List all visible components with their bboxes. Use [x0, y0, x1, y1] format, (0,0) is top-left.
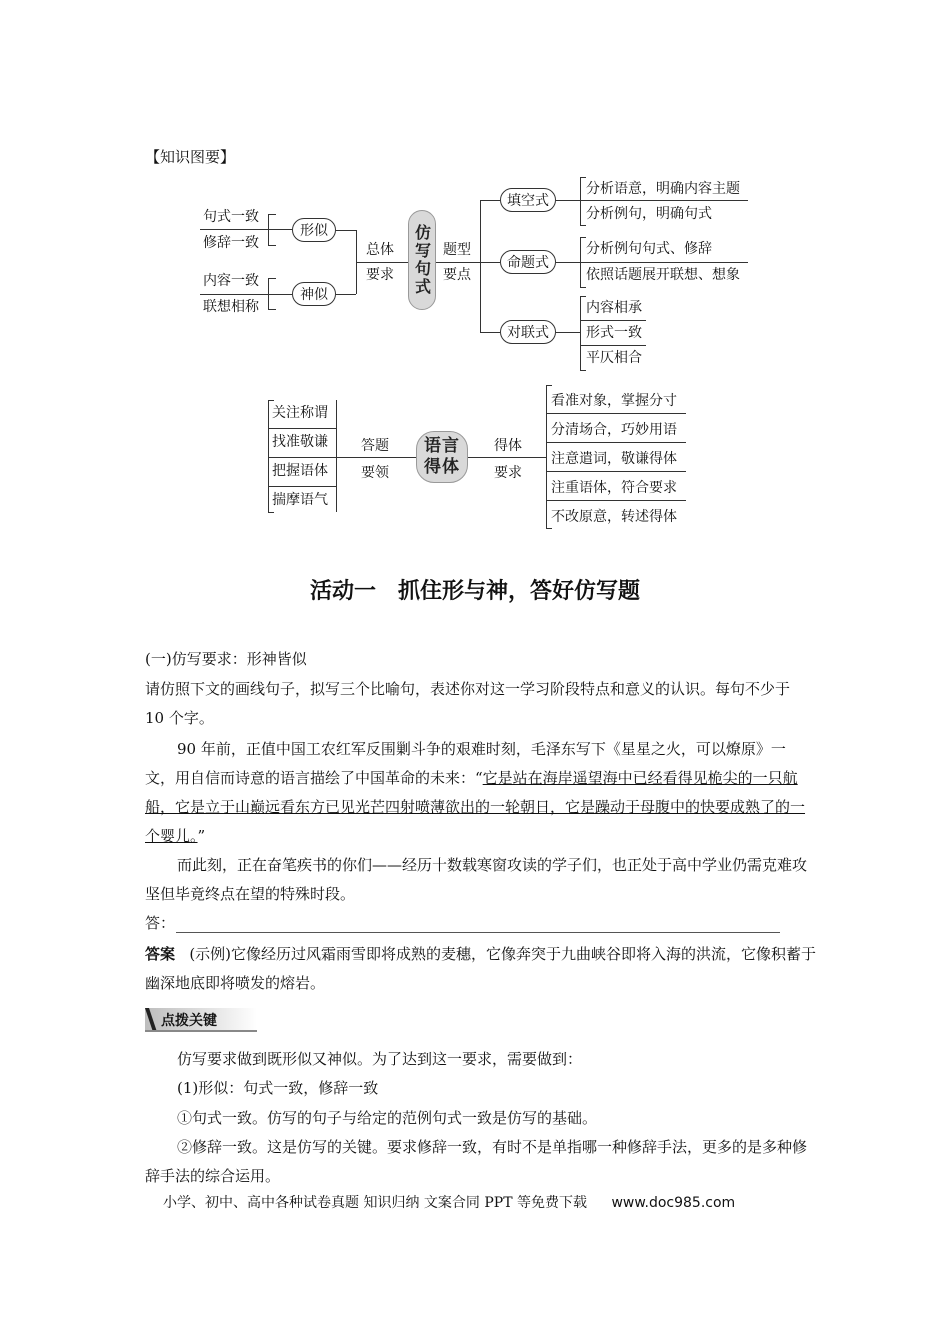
branch-label: 要点 [443, 267, 471, 283]
footer-site-link[interactable]: www.doc985.com [611, 1195, 736, 1211]
answer-line [176, 932, 780, 933]
map-item: 看准对象，掌握分寸 [551, 393, 677, 409]
map-item: 形式一致 [586, 325, 642, 341]
map-item: 注意遣词，敬谦得体 [551, 451, 677, 467]
map-item: 依照话题展开联想、想象 [586, 267, 740, 283]
branch-label: 题型 [443, 242, 471, 258]
section-heading: 【知识图要】 [145, 148, 236, 166]
map-item: 分析语意，明确内容主题 [586, 181, 740, 197]
branch-label: 总体 [366, 242, 394, 258]
map-item: 内容相承 [586, 300, 642, 316]
center-node-appropriate [416, 431, 468, 483]
branch-label: 要求 [366, 267, 394, 283]
passage-close-quote: ” [197, 827, 206, 845]
map-item: 分析例句句式、修辞 [586, 241, 712, 257]
answer-prompt: 答： [145, 914, 176, 932]
branch-label: 要求 [494, 465, 522, 481]
question-text: 请仿照下文的画线句子，拟写三个比喻句，表述你对这一学习阶段特点和意义的认识。每句不少于 10 个字。 [145, 680, 791, 727]
branch-label: 得体 [494, 438, 522, 454]
key-intro: 仿写要求做到既形似又神似。为了达到这一要求，需要做到： [177, 1050, 583, 1068]
center-node-text: 仿写句式 [412, 224, 432, 296]
branch-label: 答题 [361, 438, 389, 454]
key-point-1: (1)形似：句式一致，修辞一致 [177, 1079, 379, 1097]
map-item: 修辞一致 [203, 235, 259, 251]
section-title: (一)仿写要求：形神皆似 [145, 650, 307, 668]
node-shensi: 神似 [292, 282, 336, 306]
key-point-2: ①句式一致。仿写的句子与给定的范例句式一致是仿写的基础。 [177, 1109, 598, 1127]
key-point-3: ②修辞一致。这是仿写的关键。要求修辞一致，有时不是单指哪一种修辞手法，更多的是多种修辞手法的综合运用。 [145, 1138, 808, 1185]
activity-title: 活动一 抓住形与神，答好仿写题 [309, 579, 640, 604]
branch-label: 要领 [361, 465, 389, 481]
map-item: 揣摩语气 [272, 492, 328, 508]
answer-block [145, 940, 819, 998]
map-item: 不改原意，转述得体 [551, 509, 677, 525]
map-item: 内容一致 [203, 273, 259, 289]
node-xingsi: 形似 [292, 218, 336, 242]
passage-paragraph-2: 而此刻，正在奋笔疾书的你们——经历十数载寒窗攻读的学子们，也正处于高中学业仍需克难攻坚但毕竟终点在望的特殊时段。 [145, 856, 808, 903]
center-node-imitation [408, 210, 436, 310]
passage-lead: 90 年前，正值中国工农红军反围剿斗争的艰难时刻，毛泽东写下《星星之火，可以燎原》一文，用自信而诗意的语言描绘了中国革命的未来：“ [145, 740, 786, 787]
map-item: 联想相称 [203, 299, 259, 315]
key-points-tag [145, 1008, 257, 1032]
answer-text: (示例)它像经历过风霜雨雪即将成熟的麦穗，它像奔突于九曲峡谷即将入海的洪流，它像积蓄于幽深地底即将喷发的熔岩。 [145, 945, 817, 992]
answer-label: 答案 [145, 945, 176, 963]
map-item: 分析例句，明确句式 [586, 206, 712, 222]
map-item: 分清场合，巧妙用语 [551, 422, 677, 438]
map-item: 关注称谓 [272, 405, 328, 421]
center-node-text: 语言得体 [424, 436, 460, 477]
underlined-sentence: 它是站在海岸遥望海中已经看得见桅尖的一只航船，它是立于山巅远看东方已见光芒四射喷薄欲出的一轮朝日，它是躁动于母腹中的快要成熟了的一个婴儿。 [145, 769, 806, 845]
map-item: 句式一致 [203, 209, 259, 225]
node-duilianshi: 对联式 [500, 320, 556, 344]
map-item: 找准敬谦 [272, 434, 328, 450]
footer-text: 小学、初中、高中各种试卷真题 知识归纳 文案合同 PPT 等免费下载 [163, 1195, 587, 1211]
tag-label: 点拨关键 [161, 1013, 217, 1029]
passage-paragraph-1 [145, 735, 813, 851]
map-item: 把握语体 [272, 463, 328, 479]
footer [163, 1192, 735, 1212]
node-tiankongshi: 填空式 [500, 188, 556, 212]
node-mingtishi: 命题式 [500, 250, 556, 274]
map-item: 注重语体，符合要求 [551, 480, 677, 496]
map-item: 平仄相合 [586, 350, 642, 366]
